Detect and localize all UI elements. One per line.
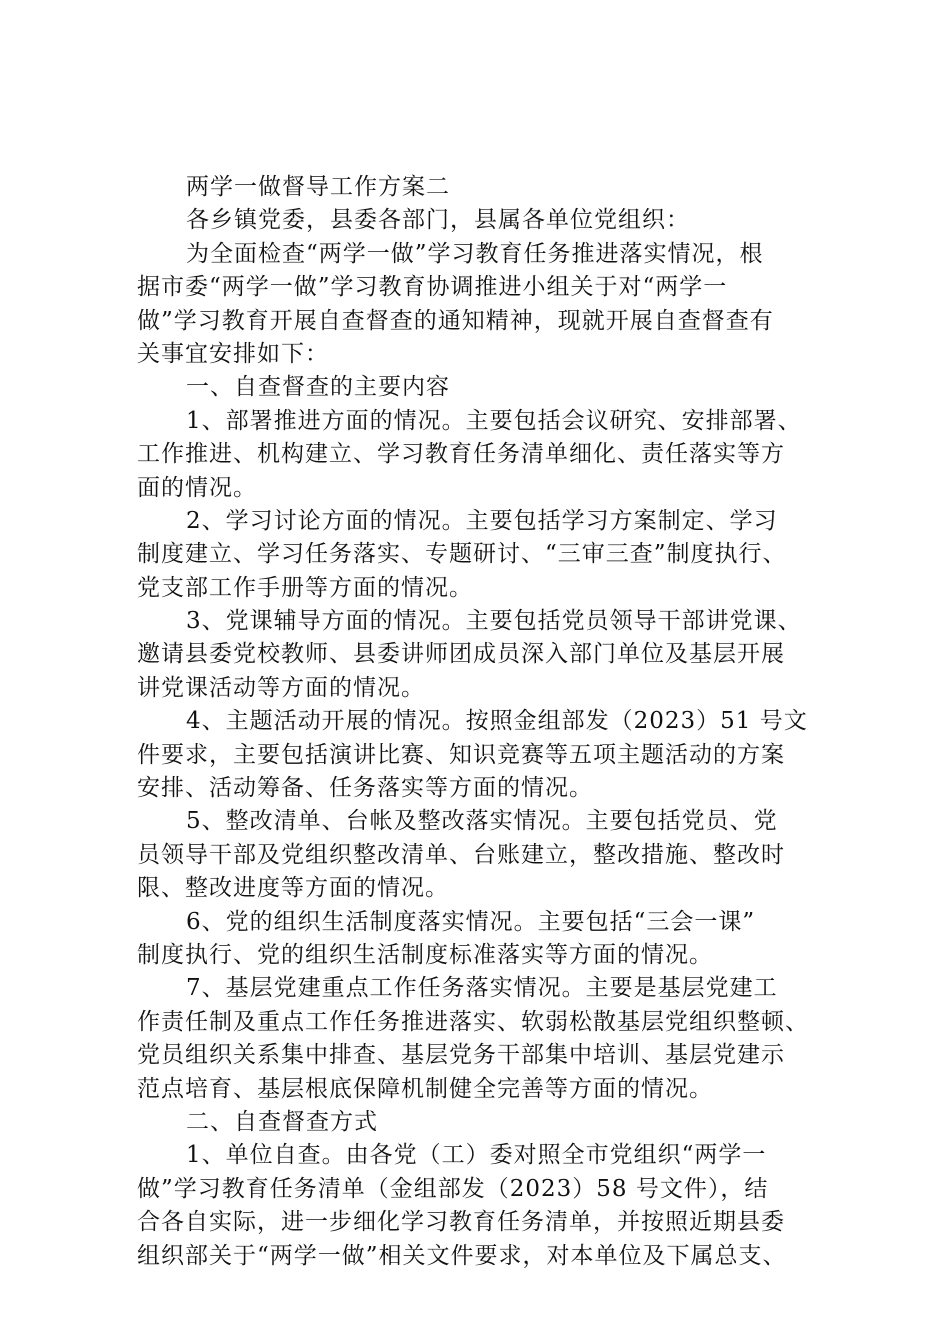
text-line: 制度建立、学习任务落实、专题研讨、“三审三查”制度执行、 bbox=[137, 541, 787, 568]
text-line: 为全面检查“两学一做”学习教育任务推进落实情况，根 bbox=[186, 240, 764, 267]
text-line: 关事宜安排如下： bbox=[137, 340, 329, 367]
text-line: 组织部关于“两学一做”相关文件要求，对本单位及下属总支、 bbox=[137, 1242, 787, 1269]
text-line: 1、单位自查。由各党（工）委对照全市党组织“两学一 bbox=[186, 1142, 767, 1169]
text-line: 员领导干部及党组织整改清单、台账建立，整改措施、整改时 bbox=[137, 841, 785, 868]
text-line: 范点培育、基层根底保障机制健全完善等方面的情况。 bbox=[137, 1075, 713, 1102]
document-body bbox=[137, 171, 827, 1273]
text-line: 1、部署推进方面的情况。主要包括会议研究、安排部署、 bbox=[186, 407, 802, 434]
text-line: 件要求，主要包括演讲比赛、知识竞赛等五项主题活动的方案 bbox=[137, 741, 785, 768]
text-line: 党支部工作手册等方面的情况。 bbox=[137, 574, 473, 601]
text-line: 合各自实际，进一步细化学习教育任务清单，并按照近期县委 bbox=[137, 1209, 785, 1236]
text-line: 一、自查督查的主要内容 bbox=[186, 374, 450, 401]
text-line: 制度执行、党的组织生活制度标准落实等方面的情况。 bbox=[137, 941, 713, 968]
text-line: 邀请县委党校教师、县委讲师团成员深入部门单位及基层开展 bbox=[137, 641, 785, 668]
text-line: 安排、活动筹备、任务落实等方面的情况。 bbox=[137, 775, 593, 802]
document-title: 两学一做督导工作方案二 bbox=[186, 174, 450, 200]
text-line: 面的情况。 bbox=[137, 474, 257, 501]
text-line: 3、党课辅导方面的情况。主要包括党员领导干部讲党课、 bbox=[186, 608, 802, 635]
text-line: 7、基层党建重点工作任务落实情况。主要是基层党建工 bbox=[186, 975, 778, 1002]
text-line: 做”学习教育开展自查督查的通知精神，现就开展自查督查有 bbox=[137, 307, 774, 334]
text-line: 讲党课活动等方面的情况。 bbox=[137, 674, 425, 701]
text-line: 据市委“两学一做”学习教育协调推进小组关于对“两学一 bbox=[137, 274, 728, 301]
text-line: 做”学习教育任务清单（金组部发（2023）58 号文件），结 bbox=[137, 1175, 769, 1202]
text-line: 4、主题活动开展的情况。按照金组部发（2023）51 号文 bbox=[186, 708, 808, 735]
text-line: 限、整改进度等方面的情况。 bbox=[137, 875, 449, 902]
text-line: 2、学习讨论方面的情况。主要包括学习方案制定、学习 bbox=[186, 507, 778, 534]
text-line: 二、自查督查方式 bbox=[186, 1108, 378, 1135]
text-line: 工作推进、机构建立、学习教育任务清单细化、责任落实等方 bbox=[137, 441, 785, 468]
text-line: 党员组织关系集中排查、基层党务干部集中培训、基层党建示 bbox=[137, 1042, 785, 1069]
text-line: 各乡镇党委，县委各部门，县属各单位党组织： bbox=[186, 207, 690, 234]
text-line: 6、党的组织生活制度落实情况。主要包括“三会一课” bbox=[186, 908, 756, 935]
text-line: 作责任制及重点工作任务推进落实、软弱松散基层党组织整顿、 bbox=[137, 1008, 809, 1035]
text-line: 5、整改清单、台帐及整改落实情况。主要包括党员、党 bbox=[186, 808, 778, 835]
